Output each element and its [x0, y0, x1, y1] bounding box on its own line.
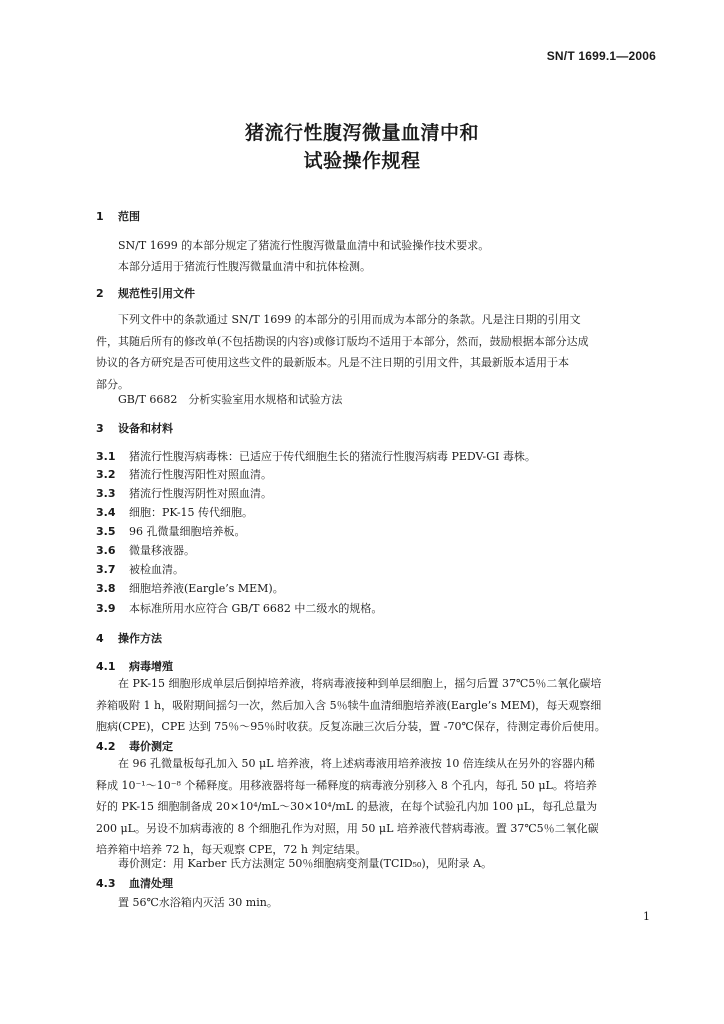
subsection-4-2-paragraph: [96, 753, 656, 861]
item-number: 3.5: [96, 525, 116, 538]
subsection-number: 4.3: [96, 877, 116, 890]
paragraph-line: 养箱吸附 1 h，吸附期间摇匀一次，然后加入含 5％犊牛血清细胞培养液(Eargle’s MEM)，每天观察细: [96, 698, 602, 712]
section-title: 规范性引用文件: [118, 287, 195, 300]
item-text: 细胞：PK-15 传代细胞。: [129, 506, 254, 519]
item-number: 3.3: [96, 487, 116, 500]
subsection-number: 4.1: [96, 660, 116, 673]
list-item: [96, 504, 253, 520]
item-text: 猪流行性腹泻阴性对照血清。: [129, 487, 272, 500]
subsection-4-1-heading: [96, 658, 173, 674]
item-number: 3.2: [96, 468, 116, 481]
section-1-heading: [96, 208, 140, 224]
subsection-4-2-heading: [96, 738, 173, 754]
paragraph-line: 下列文件中的条款通过 SN/T 1699 的本部分的引用而成为本部分的条款。凡是注日期的引用文: [118, 313, 581, 326]
paragraph-line: 在 PK-15 细胞形成单层后倒掉培养液，将病毒液接种到单层细胞上，摇匀后置 37℃5％二氧化碳培: [118, 677, 602, 690]
list-item: [96, 448, 536, 464]
subsection-4-3-heading: [96, 875, 173, 891]
list-item: [96, 523, 246, 539]
document-title-line-1: 猪流行性腹泻微量血清中和: [244, 122, 479, 144]
subsection-number: 4.2: [96, 740, 116, 753]
item-number: 3.8: [96, 582, 116, 595]
document-title-line-2: 试验操作规程: [303, 150, 421, 172]
item-number: 3.1: [96, 450, 116, 463]
item-text: 本标准所用水应符合 GB/T 6682 中二级水的规格。: [129, 602, 383, 615]
section-title: 范围: [118, 210, 140, 223]
item-text: 细胞培养液(Eargle’s MEM)。: [129, 582, 284, 595]
paragraph-line: 释成 10⁻¹～10⁻⁸ 个稀释度。用移液器将每一稀释度的病毒液分别移入 8 个孔内，每孔 50 μL。将培养: [96, 778, 597, 792]
section-4-heading: [96, 630, 162, 646]
list-item: [96, 542, 195, 558]
list-item: [96, 600, 382, 616]
subsection-title: 血清处理: [129, 877, 173, 890]
subsection-title: 毒价测定: [129, 740, 173, 753]
section-number: 4: [96, 632, 104, 645]
paragraph-line: 件，其随后所有的修改单(不包括勘误的内容)或修订版均不适用于本部分，然而，鼓励根据本部分达成: [96, 334, 589, 348]
list-item: [96, 485, 272, 501]
paragraph-line: 200 μL。另设不加病毒液的 8 个细胞孔作为对照，用 50 μL 培养液代替病毒液。置 37℃5％二氧化碳: [96, 821, 599, 835]
item-number: 3.6: [96, 544, 116, 557]
item-text: 微量移液器。: [129, 544, 195, 557]
section-number: 1: [96, 210, 104, 223]
paragraph-line: 部分。: [96, 377, 129, 391]
section-number: 2: [96, 287, 104, 300]
normative-reference: GB/T 6682 分析实验室用水规格和试验方法: [118, 393, 343, 406]
section-title: 操作方法: [118, 632, 162, 645]
item-number: 3.9: [96, 602, 116, 615]
item-text: 被检血清。: [129, 563, 184, 576]
paragraph-line: 胞病(CPE)，CPE 达到 75％～95％时收获。反复冻融三次后分装，置 -70℃保存，待测定毒价后使用。: [96, 720, 606, 733]
section-1-line-1: SN/T 1699 的本部分规定了猪流行性腹泻微量血清中和试验操作技术要求。: [118, 239, 490, 252]
paragraph-line: 培养箱中培养 72 h，每天观察 CPE，72 h 判定结果。: [96, 843, 367, 856]
subsection-title: 病毒增殖: [129, 660, 173, 673]
item-number: 3.7: [96, 563, 116, 576]
subsection-4-1-paragraph: [96, 673, 656, 738]
titer-determination-note: 毒价测定：用 Karber 氏方法测定 50％细胞病变剂量(TCID₅₀)，见附录 A。: [118, 857, 493, 870]
section-2-heading: [96, 285, 195, 301]
list-item: [96, 561, 184, 577]
section-number: 3: [96, 422, 104, 435]
paragraph-line: 协议的各方研究是否可使用这些文件的最新版本。凡是不注日期的引用文件，其最新版本适用于本: [96, 356, 569, 369]
section-3-heading: [96, 420, 173, 436]
serum-treatment-line: 置 56℃水浴箱内灭活 30 min。: [118, 896, 278, 909]
item-number: 3.4: [96, 506, 116, 519]
section-2-paragraph: [96, 309, 656, 395]
item-text: 猪流行性腹泻阳性对照血清。: [129, 468, 272, 481]
item-text: 猪流行性腹泻病毒株：已适应于传代细胞生长的猪流行性腹泻病毒 PEDV-GI 毒株。: [129, 450, 536, 463]
paragraph-line: 好的 PK-15 细胞制备成 20×10⁴/mL～30×10⁴/mL 的悬液，在每个试验孔内加 100 μL，每孔总量为: [96, 800, 598, 813]
list-item: [96, 466, 272, 482]
page-number: 1: [643, 910, 650, 923]
section-1-line-2: 本部分适用于猪流行性腹泻微量血清中和抗体检测。: [118, 260, 371, 273]
paragraph-line: 在 96 孔微量板每孔加入 50 μL 培养液，将上述病毒液用培养液按 10 倍连续从在另外的容器内稀: [118, 757, 595, 770]
list-item: [96, 580, 284, 596]
section-title: 设备和材料: [118, 422, 173, 435]
item-text: 96 孔微量细胞培养板。: [129, 525, 246, 538]
standard-code: SN/T 1699.1—2006: [546, 49, 656, 63]
